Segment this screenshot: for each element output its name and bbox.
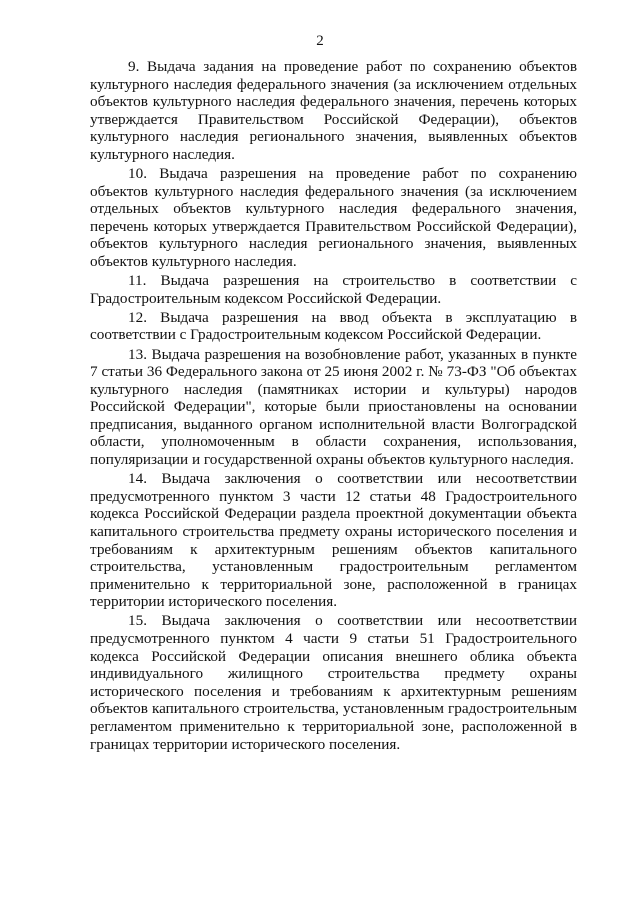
paragraph-item-10: 10. Выдача разрешения на проведение работ по сохранению объектов культурного наследия федерального значения (за исключением отдельных объектов культурного наследия федерального значения, перечень которых утверждается Правительством Российской Федерации), объектов культурного наследия регионального значения, выявленных объектов культурного наследия. [90, 165, 577, 271]
paragraph-item-15: 15. Выдача заключения о соответствии или несоответствии предусмотренного пунктом 4 части 9 статьи 51 Градостроительного кодекса Российской Федерации описания внешнего облика объекта индивидуального жилищного строительства предмету охраны исторического поселения и требованиям к архитектурным решениям объектов капитального строительства, установленным градостроительным регламентом применительно к территориальной зоне, расположенной в границах территории исторического поселения. [90, 612, 577, 753]
document-body [90, 58, 577, 755]
page-number: 2 [316, 33, 324, 49]
paragraph-item-11: 11. Выдача разрешения на строительство в соответствии с Градостроительным кодексом Российской Федерации. [90, 272, 577, 307]
paragraph-item-12: 12. Выдача разрешения на ввод объекта в эксплуатацию в соответствии с Градостроительным кодексом Российской Федерации. [90, 308, 577, 344]
paragraph-item-14: 14. Выдача заключения о соответствии или несоответствии предусмотренного пунктом 3 части 12 статьи 48 Градостроительного кодекса Российской Федерации раздела проектной документации объекта капитального строительства предмету охраны исторического поселения и требованиям к архитектурным решениям объектов капитального строительства, установленным градостроительным регламентом применительно к территориальной зоне, расположенной в границах территории исторического поселения. [90, 470, 577, 611]
paragraph-item-9: 9. Выдача задания на проведение работ по сохранению объектов культурного наследия федерального значения (за исключением отдельных объектов культурного наследия федерального значения, перечень которых утверждается Правительством Российской Федерации), объектов культурного наследия регионального значения, выявленных объектов культурного наследия. [90, 58, 577, 163]
paragraph-item-13: 13. Выдача разрешения на возобновление работ, указанных в пункте 7 статьи 36 Федерального закона от 25 июня 2002 г. № 73-ФЗ "Об объектах культурного наследия (памятниках истории и культуры) народов Российской Федерации", которые были приостановлены на основании предписания, выданного органом исполнительной власти Волгоградской области, уполномоченным в области сохранения, использования, популяризации и государственной охраны объектов культурного наследия. [90, 345, 577, 469]
